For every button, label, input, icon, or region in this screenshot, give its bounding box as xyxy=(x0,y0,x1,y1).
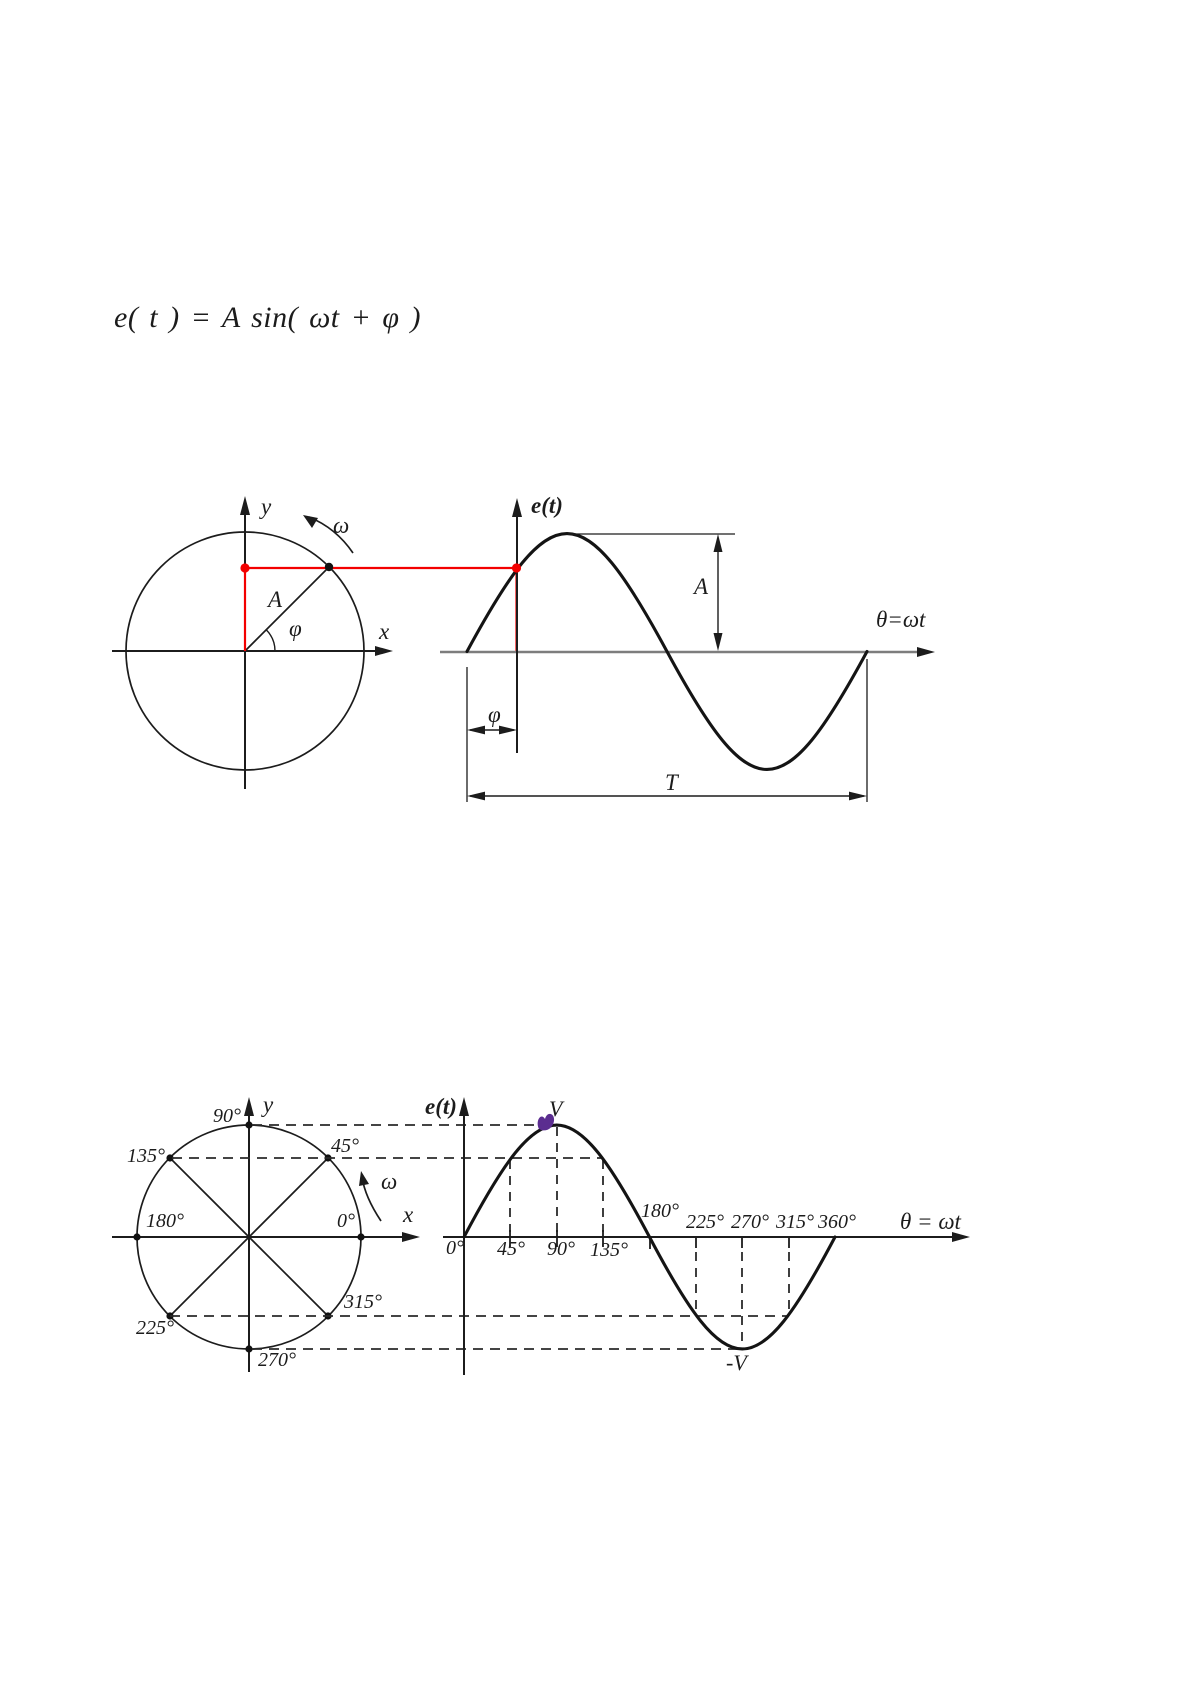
wave2-vertical-axis-arrowhead-icon xyxy=(459,1097,469,1116)
period-arrowhead-right-icon xyxy=(849,792,867,801)
circle2-x-label: x xyxy=(403,1202,414,1227)
period-arrowhead-left-icon xyxy=(467,792,485,801)
tick-label-180: 180° xyxy=(641,1200,679,1222)
wave1-axis-label: e(t) xyxy=(531,493,563,518)
rotation-arrowhead-2-icon xyxy=(359,1171,369,1186)
angle-label-135: 135° xyxy=(127,1145,165,1167)
angle-label-270: 270° xyxy=(258,1349,296,1371)
phasor-y-axis-arrowhead-icon xyxy=(240,496,250,515)
phasor-y-label: y xyxy=(261,494,272,519)
wave1-horizontal-axis-arrowhead-icon xyxy=(917,647,935,657)
wave2-theta-label: θ = ωt xyxy=(900,1209,961,1234)
phasor-tip-dot xyxy=(325,563,333,571)
angle-label-180: 180° xyxy=(146,1210,184,1232)
circle2-y-label: y xyxy=(263,1092,274,1117)
amplitude-arrowhead-down-icon xyxy=(714,633,723,651)
phasor-phase-label: φ xyxy=(289,616,302,641)
phasor-omega-label: ω xyxy=(333,513,350,538)
phase-arrowhead-left-icon xyxy=(467,726,485,735)
tick-label-315: 315° xyxy=(776,1211,814,1233)
phasor-radius-line xyxy=(245,567,329,651)
circle2-y-axis-arrowhead-icon xyxy=(244,1097,254,1116)
wave2-trough-label: -V xyxy=(726,1350,747,1375)
phase-angle-arc xyxy=(266,630,275,651)
tick-label-225: 225° xyxy=(686,1211,724,1233)
wave1-vertical-axis-arrowhead-icon xyxy=(512,498,522,517)
wave1-amplitude-label: A xyxy=(694,574,709,599)
angle-label-0: 0° xyxy=(337,1210,355,1232)
wave1-projection-dot xyxy=(512,563,521,572)
phasor-x-label: x xyxy=(379,619,390,644)
wave1-phase-label: φ xyxy=(488,702,501,727)
tick-label-135: 135° xyxy=(590,1239,628,1261)
wave2-axis-label: e(t) xyxy=(425,1094,457,1119)
angle-label-45: 45° xyxy=(331,1135,359,1157)
circle2-omega-label: ω xyxy=(381,1169,398,1194)
figure2-phasor-diagram xyxy=(112,1092,420,1372)
circle2-x-axis-arrowhead-icon xyxy=(402,1232,420,1242)
dot-90deg xyxy=(245,1121,252,1128)
dot-0deg xyxy=(357,1233,364,1240)
wave1-period-label: T xyxy=(665,770,678,795)
tick-label-90: 90° xyxy=(547,1238,575,1260)
phasor-amplitude-label: A xyxy=(268,587,283,612)
wave2-peak-label: V xyxy=(549,1096,563,1121)
angle-label-90: 90° xyxy=(213,1105,241,1127)
figure1-phasor-diagram xyxy=(112,494,517,789)
wave1-theta-label: θ=ωt xyxy=(876,607,926,632)
angle-label-315: 315° xyxy=(344,1291,382,1313)
tick-label-45: 45° xyxy=(497,1238,525,1260)
phasor-x-axis-arrowhead-icon xyxy=(375,646,393,656)
figure1-waveform-plot xyxy=(440,493,935,802)
dot-180deg xyxy=(133,1233,140,1240)
amplitude-arrowhead-up-icon xyxy=(714,534,723,552)
angle-label-225: 225° xyxy=(136,1317,174,1339)
tick-label-360: 360° xyxy=(818,1211,856,1233)
equation-text: e( t ) = A sin( ωt + φ ) xyxy=(114,301,421,334)
tick-label-0: 0° xyxy=(446,1237,464,1259)
tick-label-270: 270° xyxy=(731,1211,769,1233)
dot-270deg xyxy=(245,1345,252,1352)
figure2-waveform-plot xyxy=(170,1094,970,1375)
rotation-arrowhead-icon xyxy=(303,515,318,528)
projection-dot-red xyxy=(240,563,249,572)
phase-arrowhead-right-icon xyxy=(499,726,517,735)
